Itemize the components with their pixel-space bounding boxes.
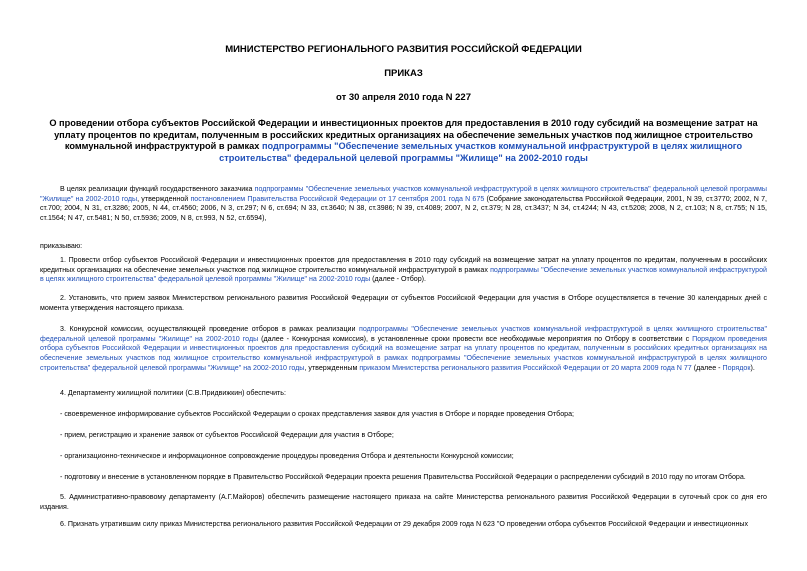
doc-type-heading: ПРИКАЗ (384, 68, 423, 79)
order-word: приказываю: (40, 242, 83, 250)
doc-title-text: О проведении отбора субъектов Российской Федерации и инвестиционных проектов для предоставления в 2010 году субсидий на возмещение затрат на уплату процентов по кредитам, полученным в российских кредитных организациях на обеспечение земельных участков под жилищное строительство коммунальной инфраструктурой в рамках (49, 118, 758, 151)
item-4-bullet-2: - прием, регистрацию и хранение заявок от субъектов Российской Федерации для участия в Отборе; (60, 431, 394, 439)
item-3-subprogram-link[interactable]: подпрограммы "Обеспечение земельных участков коммунальной инфраструктурой в целях жилищного строительства" федеральной целевой программы "Жилище" на 2002-2010 годы (40, 325, 767, 343)
item-3-text-4: (далее - (691, 363, 723, 372)
preamble-paragraph (40, 185, 767, 224)
preamble-text-3: (Собрание законодательства Российской Федерации, 2001, N 39, ст.3770; 2002, N 7, ст.700; 2004, N 31, ст.3286; 2005, N 44, ст.4560; 2006, N 3, ст.297; N 6, ст.694; N 33, ст.3640; N 38, ст.3986; N 39, ст.4089; 2007, N 2, ст.379; N 28, ст.3437; N 34, ст.4244; N 43, ст.5208; 2008, N 2, ст.103; N 8, ст.755; N 15, ст.1564; N 47, ст.5481; N 50, ст.5936; 2009, N 8, ст.993, N 52, ст.6594), (40, 194, 767, 223)
item-4-bullet-1: - своевременное информирование субъектов Российской Федерации о сроках представления заявок для участия в Отборе и порядке проведения Отбора; (60, 410, 575, 418)
doc-title (40, 118, 767, 164)
item-3 (40, 325, 767, 374)
item-3-text-1: 3. Конкурсной комиссии, осуществляющей проведение отборов в рамках реализации (60, 325, 359, 333)
item-5: 5. Административно-правовому департаменту (А.Г.Майоров) обеспечить размещение настоящего приказа на сайте Министерства регионального развития Российской Федерации в суточный срок со дня его издания. (40, 493, 767, 511)
preamble-text-2: , утвержденной (137, 194, 191, 203)
item-3-text-2: (далее - Конкурсная комиссия), в установленные сроки провести все необходимые мероприятия по Отбору в соответствии с (258, 334, 693, 343)
item-6: 6. Признать утратившим силу приказ Министерства регионального развития Российской Федерации от 29 декабря 2009 года N 623 "О проведении отбора субъектов Российской Федерации и инвестиционных (60, 520, 749, 528)
doc-date-heading: от 30 апреля 2010 года N 227 (336, 92, 471, 103)
doc-title-link[interactable]: подпрограммы "Обеспечение земельных участков коммунальной инфраструктурой в целях жилищного строительства" федеральной целевой программы "Жилище" на 2002-2010 годы (219, 141, 743, 163)
procedure-short-link[interactable]: Порядок (722, 363, 751, 372)
procedure-link[interactable]: Порядком проведения отбора субъектов Российской Федерации и инвестиционных проектов для предоставления субсидий на возмещение затрат на уплату процентов по кредитам, полученным в российских кредитных организациях на обеспечение земельных участков под жилищное строительство коммунальной инфраструктурой в рамках подпрограммы "Обеспечение земельных участков коммунальной инфраструктурой в целях жилищного строительства" федеральной целевой программы "Жилище" на 2002-2010 годы (40, 334, 768, 372)
subprogram-link[interactable]: подпрограммы "Обеспечение земельных участков коммунальной инфраструктурой в целях жилищного строительства" федеральной целевой программы "Жилище" на 2002-2010 годы (40, 185, 767, 203)
item-3-text-5: ). (750, 363, 755, 372)
ministry-heading: МИНИСТЕРСТВО РЕГИОНАЛЬНОГО РАЗВИТИЯ РОССИЙСКОЙ ФЕДЕРАЦИИ (225, 44, 582, 55)
item-1-text-2: (далее - Отбор). (370, 275, 426, 284)
item-1-subprogram-link[interactable]: подпрограммы "Обеспечение земельных участков коммунальной инфраструктурой в целях жилищного строительства" федеральной целевой программы "Жилище" на 2002-2010 годы (40, 265, 767, 284)
item-4: 4. Департаменту жилищной политики (С.В.Придвижкин) обеспечить: (60, 389, 286, 397)
preamble-text-1: В целях реализации функций государственного заказчика (60, 185, 255, 193)
item-2: 2. Установить, что прием заявок Министерством регионального развития Российской Федерации от субъектов Российской Федерации для участия в Отборе осуществляется в течение 30 календарных дней с момента утверждения настоящего приказа. (40, 294, 767, 312)
item-4-bullet-3: - организационно-техническое и информационное сопровождение процедуры проведения Отбора и деятельности Конкурсной комиссии; (60, 452, 514, 460)
ministry-order-link[interactable]: приказом Министерства регионального развития Российской Федерации от 20 марта 2009 года N 77 (359, 363, 692, 372)
item-3-text-3: , утвержденным (304, 363, 360, 372)
item-1-text-1: 1. Провести отбор субъектов Российской Федерации и инвестиционных проектов для предоставления в 2010 году субсидий на возмещение затрат на уплату процентов по кредитам, полученным в российских кредитных организациях на обеспечение земельных участков под жилищное строительство коммунальной инфраструктурой в рамках (40, 256, 767, 274)
item-1 (40, 256, 767, 285)
government-decree-link[interactable]: постановлением Правительства Российской Федерации от 17 сентября 2001 года N 675 (190, 194, 485, 203)
item-4-bullet-4: - подготовку и внесение в установленном порядке в Правительство Российской Федерации проекта решения Правительства Российской Федерации о распределении субсидий в 2010 году по итогам Отбора. (60, 473, 746, 481)
